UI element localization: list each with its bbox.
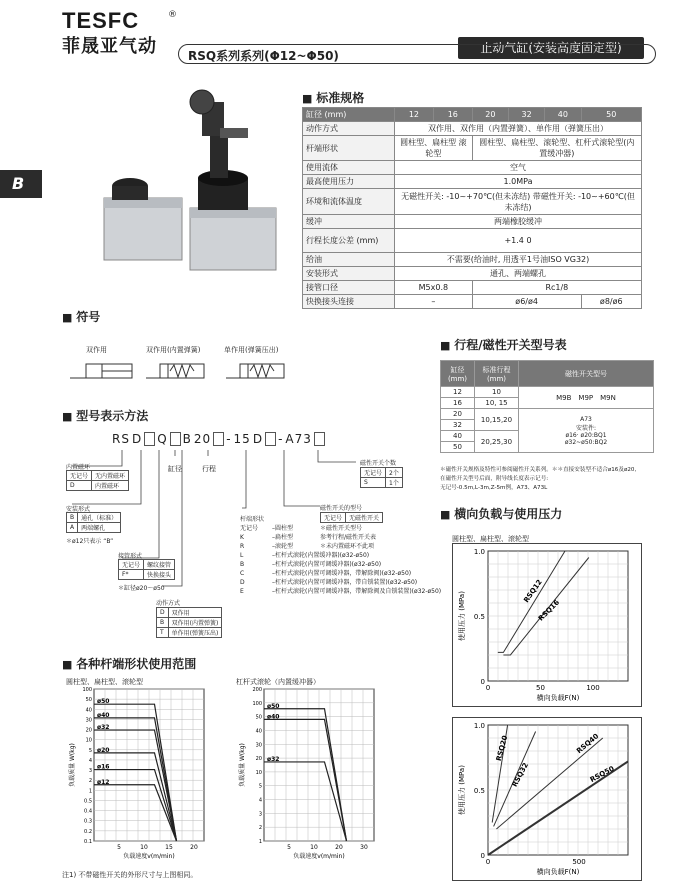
mt-desc: 内置磁环 (92, 481, 129, 491)
sw2b: ø16· ø20:BQ1 (565, 431, 607, 439)
x-tick-label: 50 (536, 684, 545, 692)
sw2c: ø32~ø50:BQ2 (564, 438, 608, 446)
x-tick-label: 15 (165, 844, 173, 851)
spec-label: 快换接头连接 (303, 295, 395, 309)
series-label: RSQ32 (510, 761, 531, 789)
code-part: - (278, 432, 284, 446)
rod-legend (240, 515, 450, 596)
brand-en: TESFC (62, 8, 140, 33)
note: 在磁性开关型号后面，附导线长度表示记号: (440, 476, 549, 482)
y-tick-label: 0.5 (473, 787, 485, 795)
stroke-caption: 行程 (202, 465, 216, 473)
y-tick-label: 4 (88, 757, 92, 764)
rod-desc: –杠杆式滚轮(内置缓冲器)(ø32-ø50) (272, 552, 370, 559)
switch-note: ＊磁性开关型号 (320, 525, 363, 532)
series-title: RSQ系列系列(Φ12~Φ50) (188, 49, 339, 63)
spec-value: Rc1/8 (472, 281, 641, 295)
rod-item (240, 560, 450, 569)
code-part: 20 (193, 432, 212, 446)
bore-50: 50 (581, 108, 641, 122)
size-label: ø50 (267, 702, 280, 710)
y-tick-label: 200 (252, 687, 262, 693)
th: 标准行程(mm) (475, 361, 519, 387)
mt-code: S (361, 478, 386, 488)
mt-code: D (157, 608, 169, 618)
x-tick-label: 10 (140, 844, 148, 851)
mt-desc: 2个 (386, 468, 403, 478)
size-label: ø40 (267, 713, 280, 721)
spec-value: +1.4 0 (395, 229, 642, 253)
y-tick-label: 0 (480, 678, 485, 686)
x-axis-label: 负载速度v(m/min) (293, 853, 345, 860)
mount-table (66, 512, 121, 533)
x-tick-label: 5 (287, 844, 291, 851)
y-axis-label: 使用压力 (MPa) (458, 765, 466, 815)
rod-item (240, 578, 450, 587)
rod-code: L (240, 552, 244, 559)
spec-label: 杆端形状 (303, 136, 395, 161)
code-box (170, 432, 181, 446)
spec-label: 行程长度公差 (mm) (303, 229, 395, 253)
section-model: ■ 型号表示方法 (62, 407, 148, 424)
rod-item (240, 587, 450, 596)
x-tick-label: 0 (485, 858, 491, 866)
mt-code: A (67, 523, 78, 533)
switch-note: 参考行程/磁性开关表 (320, 534, 377, 541)
spec-value: ø6/ø4 (472, 295, 581, 309)
spec-value: 通孔、两端螺孔 (395, 267, 642, 281)
y-tick-label: 0.5 (473, 613, 485, 621)
sw2a: 安装件: (575, 424, 597, 432)
y-tick-label: 0.4 (84, 808, 92, 815)
side-tab: B (0, 170, 42, 198)
code-box (144, 432, 155, 446)
series-line (503, 558, 588, 656)
spec-value: 空气 (395, 161, 642, 175)
sw2: A73 (580, 415, 592, 423)
x-tick-label: 5 (117, 844, 121, 851)
spec-value: 两端橡胶缓冲 (395, 215, 642, 229)
rod-code: C (240, 570, 245, 577)
code-box (314, 432, 325, 446)
mt-desc: 快换接头 (144, 570, 175, 580)
x-tick-label: 0 (485, 684, 491, 692)
rod-desc: –杠杆式滚轮(内置可调缓冲器，带解除阀及自锁装置)(ø32-ø50) (272, 588, 442, 595)
rod-desc: –杠杆式滚轮(内置可调缓冲器)(ø32-ø50) (272, 561, 382, 568)
rod-code: K (240, 534, 244, 541)
mt-code: B (67, 513, 78, 523)
spec-value: 无磁性开关: -10~+70℃(但未冻结) 带磁性开关: -10~+60℃(但未冻结) (395, 189, 642, 215)
footnote: 注1) 不带磁性开关的外形尺寸与上图相同。 (62, 871, 198, 879)
mt-code: D (67, 481, 92, 491)
series-label: RSQ16 (536, 598, 562, 623)
x-axis-label: 横向负载F(N) (536, 868, 580, 876)
y-tick-label: 10 (85, 737, 92, 744)
spec-label: 接管口径 (303, 281, 395, 295)
cell: 32 (441, 420, 475, 431)
y-tick-label: 100 (82, 687, 92, 693)
action-title: 动作方式 (156, 600, 181, 607)
spec-label: 环境和流体温度 (303, 189, 395, 215)
brand-cn: 菲晟亚气动 (62, 36, 157, 56)
series-label: RSQ50 (588, 764, 616, 784)
y-tick-label: 1.0 (473, 722, 485, 730)
rod-chart-1 (66, 685, 216, 867)
note: ＊磁性开关规格及特性可参阅磁性开关系列。＊＊直接安装型不适合ø16及ø20, (440, 467, 637, 473)
mag-table (66, 470, 129, 491)
spec-value: 圆柱型、扁柱型 滚轮型 (395, 136, 473, 161)
rod-item (240, 542, 450, 551)
spec-label: 动作方式 (303, 122, 395, 136)
mt-desc: 单作用(弹簧压出) (168, 628, 222, 638)
model-code (112, 432, 325, 446)
registered-mark: ® (168, 10, 177, 20)
y-tick-label: 40 (85, 707, 92, 714)
mt-desc: 通孔（标准） (78, 513, 121, 523)
size-label: ø20 (97, 746, 110, 754)
code-box (213, 432, 224, 446)
y-tick-label: 0.3 (84, 818, 92, 825)
y-tick-label: 1 (258, 839, 262, 845)
spec-label: 使用流体 (303, 161, 395, 175)
x-tick-label: 20 (190, 844, 198, 851)
spec-label: 安装形式 (303, 267, 395, 281)
product-tag: 止动气缸(安装高度固定型) (458, 37, 644, 59)
y-tick-label: 0.2 (84, 828, 92, 835)
spec-value: M5x0.8 (395, 281, 473, 295)
cell: 20 (441, 409, 475, 420)
mt-desc: 两端螺孔 (78, 523, 121, 533)
load-chart-2 (452, 717, 642, 881)
pipe-title: 接管形式 (118, 553, 143, 560)
cell: 50 (441, 442, 475, 453)
code-part: 15 (233, 432, 251, 446)
mt-desc: 双作用(内置弹簧) (168, 618, 222, 628)
x-tick-label: 500 (572, 858, 586, 866)
size-label: ø40 (97, 711, 110, 719)
bore-caption: 缸径 (168, 465, 182, 473)
brand-logo (62, 8, 157, 58)
size-label: ø32 (267, 755, 280, 763)
rod-chart-2 (236, 685, 386, 867)
switch-note: ＊未内置磁环不此项 (320, 543, 375, 550)
series-label: RSQ12 (522, 578, 544, 605)
y-tick-label: 2 (88, 778, 92, 785)
y-tick-label: 0.5 (84, 798, 92, 805)
symbol-label: 双作用 (86, 346, 107, 354)
y-tick-label: 20 (255, 756, 262, 763)
mt-code: B (157, 618, 169, 628)
spec-table (302, 107, 642, 309)
mt-desc: 双作用 (168, 608, 222, 618)
rod-desc: –杠杆式滚轮(内置可调缓冲器，带解除阀)(ø32-ø50) (272, 570, 412, 577)
code-part: Q (157, 432, 168, 446)
rod-item (240, 533, 450, 542)
symbol-label: 双作用(内置弹簧) (146, 346, 201, 354)
count-title: 磁性开关个数 (360, 460, 397, 467)
section-stroke: ■ 行程/磁性开关型号表 (440, 336, 567, 353)
size-label: ø32 (97, 724, 110, 732)
y-axis-label: 负载质量 W(kg) (239, 743, 246, 787)
cell-sw2 (519, 409, 654, 453)
x-axis-label: 横向负载F(N) (536, 694, 580, 702)
code-part: B (182, 432, 192, 446)
mt-desc: 无内置磁环 (92, 471, 129, 481)
cell: M9B M9P M9N (519, 387, 654, 409)
series-label: RSQ20 (494, 734, 510, 762)
size-label: ø50 (97, 698, 110, 706)
load1-title: 圆柱型、扁柱型、滚轮型 (452, 535, 529, 543)
rod-item (240, 551, 450, 560)
size-label: ø16 (97, 763, 110, 771)
y-tick-label: 1 (88, 788, 92, 795)
cell: 10, 15 (475, 398, 519, 409)
th: 缸径(mm) (441, 361, 475, 387)
y-tick-label: 1.0 (473, 548, 485, 556)
pipe-table (118, 559, 175, 580)
spec-value: ø8/ø6 (581, 295, 641, 309)
y-tick-label: 4 (258, 797, 262, 804)
rod-desc: –扁柱型 (272, 534, 294, 541)
note: 无记号-0.5m,L-3m,Z-5m例，A73、A73L (440, 485, 548, 491)
pipe-note: ＊缸径ø20～ø50 (118, 585, 165, 592)
spec-label: 最高使用压力 (303, 175, 395, 189)
cell: 20,25,30 (475, 431, 519, 453)
stroke-table (440, 360, 654, 453)
mt-code: F* (119, 570, 144, 580)
spec-value: 不需要(给油时, 用透平1号油ISO VG32) (395, 253, 642, 267)
y-tick-label: 30 (85, 717, 92, 724)
x-tick-label: 30 (360, 844, 368, 851)
y-tick-label: 50 (255, 714, 262, 721)
cell: 40 (441, 431, 475, 442)
spec-value: 1.0MPa (395, 175, 642, 189)
th: 磁性开关型号 (519, 361, 654, 387)
y-tick-label: 5 (258, 783, 262, 790)
load-chart-1 (452, 543, 642, 707)
y-tick-label: 100 (252, 700, 262, 707)
y-tick-label: 50 (85, 697, 92, 704)
y-tick-label: 10 (255, 769, 262, 776)
size-label: ø12 (97, 778, 110, 786)
y-tick-label: 3 (88, 768, 92, 775)
mt-desc: 无磁性开关 (346, 513, 383, 523)
section-load: ■ 横向负载与使用压力 (440, 505, 562, 522)
rod2-title: 杠杆式滚轮（内置缓冲器） (236, 678, 320, 686)
rod-code: 无记号 (240, 525, 259, 532)
mag-title: 内置磁环 (66, 464, 91, 471)
y-tick-label: 2 (258, 825, 262, 832)
mt-code: 无记号 (67, 471, 92, 481)
cell: 10 (475, 387, 519, 398)
mt-code: 无记号 (119, 560, 144, 570)
count-table (360, 467, 403, 488)
y-tick-label: 30 (255, 742, 262, 749)
code-part: D (131, 432, 143, 446)
bore-20: 20 (472, 108, 508, 122)
series-label: RSQ40 (575, 732, 601, 756)
product-photo (90, 88, 305, 278)
bore-32: 32 (509, 108, 545, 122)
section-spec: ■ 标准规格 (302, 89, 364, 106)
code-box (265, 432, 276, 446)
range-line (264, 719, 347, 841)
rod-code: D (240, 579, 245, 586)
code-part: RS (112, 432, 130, 446)
section-rod: ■ 各种杆端形状使用范围 (62, 655, 196, 672)
x-axis-label: 负载速度v(m/min) (123, 853, 175, 860)
code-part: A73 (285, 432, 312, 446)
spec-value: 双作用、双作用（内置弹簧）、单作用（弹簧压出） (395, 122, 642, 136)
mount-note: ＊ø12只表示 “B” (66, 538, 114, 545)
action-table (156, 607, 222, 638)
spec-label: 给油 (303, 253, 395, 267)
mt-desc: 螺纹接管 (144, 560, 175, 570)
rod-code: R (240, 543, 245, 550)
bore-40: 40 (545, 108, 581, 122)
cell: 10,15,20 (475, 409, 519, 431)
switch-title: 磁性开关的型号 (320, 505, 363, 512)
rod-title: 杆端形状 (240, 516, 265, 523)
mt-code: T (157, 628, 169, 638)
bore-label: 缸径 (mm) (303, 108, 395, 122)
bore-12: 12 (395, 108, 434, 122)
y-axis-label: 使用压力 (MPa) (458, 591, 466, 641)
x-tick-label: 20 (335, 844, 343, 851)
spec-label: 缓冲 (303, 215, 395, 229)
rod1-title: 圆柱型、扁柱型、滚轮型 (66, 678, 143, 686)
stroke-notes (440, 466, 660, 493)
rod-item (240, 524, 450, 533)
spec-value: – (395, 295, 473, 309)
code-part: - (226, 432, 232, 446)
y-axis-label: 负载质量 W(kg) (69, 743, 76, 787)
bore-16: 16 (433, 108, 472, 122)
y-tick-label: 5 (88, 747, 92, 754)
y-tick-label: 0.1 (84, 839, 92, 845)
y-tick-label: 40 (255, 728, 262, 735)
section-symbol: ■ 符号 (62, 308, 100, 325)
rod-code: E (240, 588, 244, 595)
y-tick-label: 3 (258, 811, 262, 818)
rod-code: B (240, 561, 245, 568)
x-tick-label: 10 (310, 844, 318, 851)
symbol-label: 单作用(弹簧压出) (224, 346, 279, 354)
x-tick-label: 100 (586, 684, 600, 692)
code-part: D (252, 432, 264, 446)
rod-item (240, 569, 450, 578)
cylinder-symbols (68, 358, 298, 388)
mt-code: 无记号 (361, 468, 386, 478)
cell: 12 (441, 387, 475, 398)
rod-desc: –圆柱型 (272, 525, 294, 532)
mount-title: 安装形式 (66, 506, 91, 513)
mt-code: 无记号 (321, 513, 346, 523)
y-tick-label: 20 (85, 727, 92, 734)
rod-desc: –杠杆式滚轮(内置可调缓冲器，带自锁装置)(ø32-ø50) (272, 579, 418, 586)
cell: 16 (441, 398, 475, 409)
y-tick-label: 0 (480, 852, 485, 860)
mt-desc: 1个 (386, 478, 403, 488)
rod-desc: –滚轮型 (272, 543, 294, 550)
spec-value: 圆柱型、扁柱型、滚轮型、杠杆式滚轮型(内置缓冲器) (472, 136, 641, 161)
